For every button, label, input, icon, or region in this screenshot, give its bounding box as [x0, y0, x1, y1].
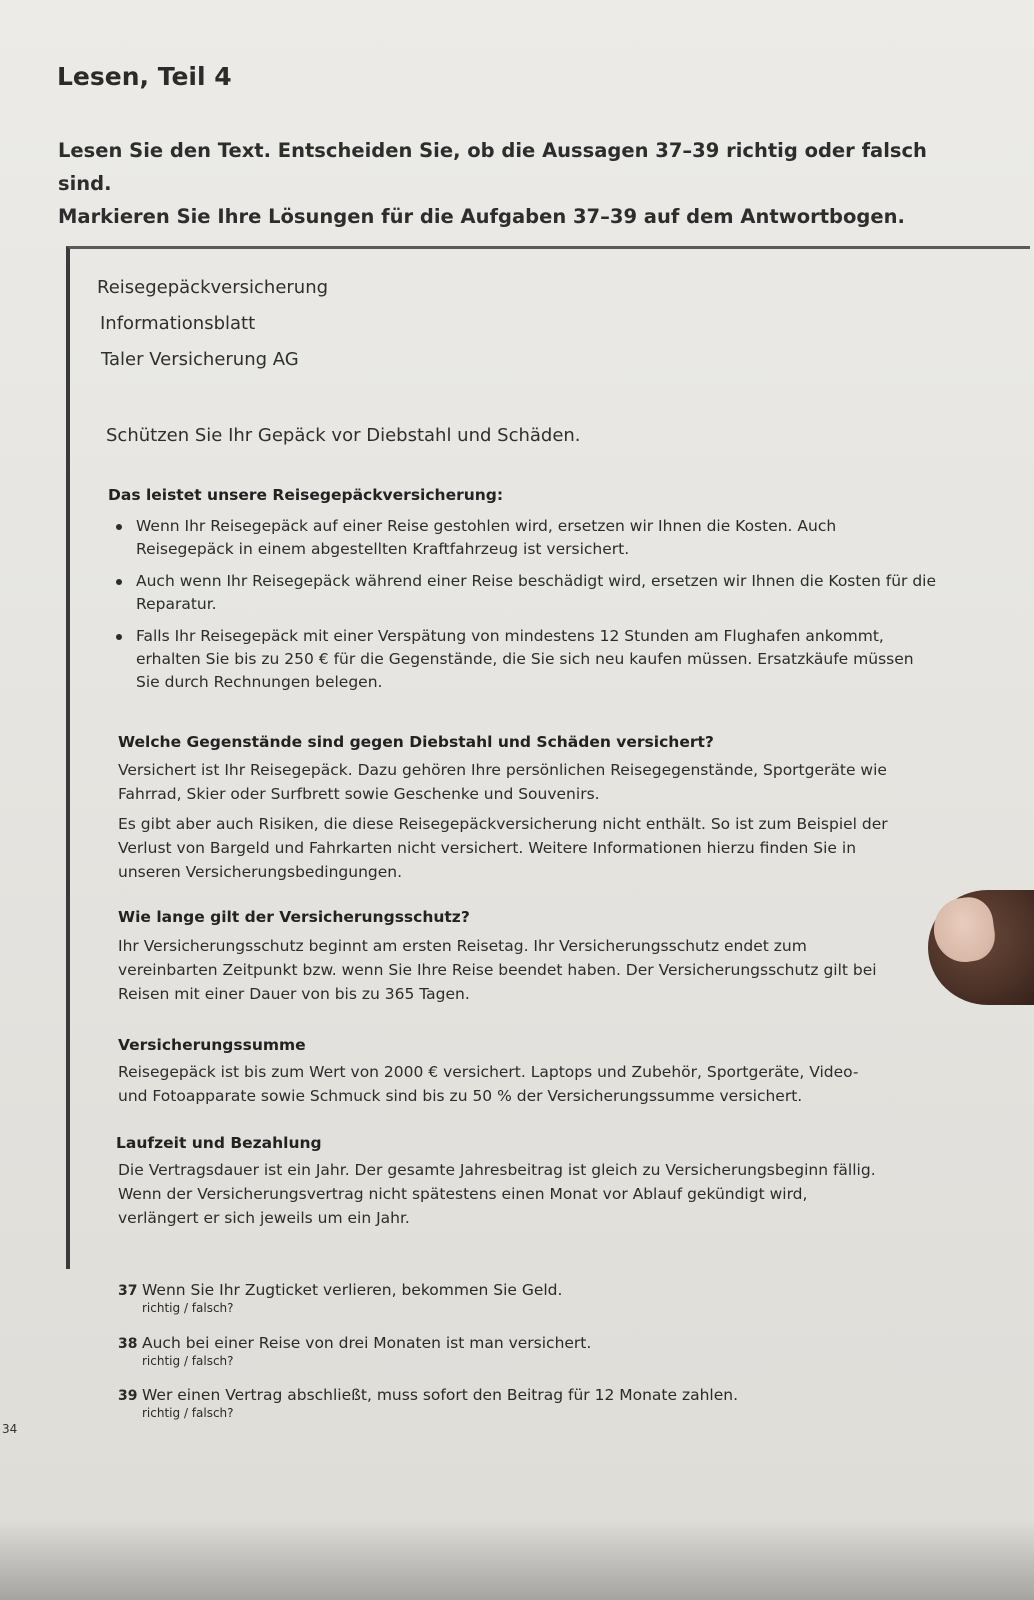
bottom-shadow: [0, 1520, 1034, 1600]
instruction-line: Lesen Sie den Text. Entscheiden Sie, ob die Aussagen 37–39 richtig oder falsch sind.: [58, 139, 927, 195]
duration-paragraph: Ihr Versicherungsschutz beginnt am ersten Reisetag. Ihr Versicherungsschutz endet zum vereinbarten Zeitpunkt bzw. wenn Sie Ihre Reise beendet haben. Der Versicherungsschutz gilt bei Reisen mit einer Dauer von bis zu 365 Tagen.: [118, 937, 877, 1003]
list-item: Auch wenn Ihr Reisegepäck während einer Reise beschädigt wird, ersetzen wir Ihnen die Kosten für die Reparatur.: [116, 570, 936, 616]
bullet-icon: [116, 524, 122, 530]
items-heading: Welche Gegenstände sind gegen Diebstahl und Schäden versichert?: [118, 733, 714, 751]
instruction-line: Markieren Sie Ihre Lösungen für die Aufgaben 37–39 auf dem Antwortbogen.: [58, 205, 905, 228]
list-item: Falls Ihr Reisegepäck mit einer Verspätung von mindestens 12 Stunden am Flughafen ankommt, erhalten Sie bis zu 250 € für die Gegenstände, die Sie sich neu kaufen müssen. Ersatzkäufe müssen Sie durch Rechnungen belegen.: [116, 625, 936, 694]
items-paragraph-2: Es gibt aber auch Risiken, die diese Reisegepäckversicherung nicht enthält. So ist zum Beispiel der Verlust von Bargeld und Fahrkarten nicht versichert. Weitere Informationen hierzu finden Sie in unseren Versicherungsbedingungen.: [118, 815, 888, 881]
instructions: [58, 134, 958, 233]
sum-paragraph: Reisegepäck ist bis zum Wert von 2000 € versichert. Laptops und Zubehör, Sportgeräte, Video- und Fotoapparate sowie Schmuck sind bis zu 50 % der Versicherungssumme versichert.: [118, 1063, 859, 1105]
doc-title: Reisegepäckversicherung: [97, 277, 329, 298]
sum-heading: Versicherungssumme: [118, 1036, 306, 1054]
items-paragraph-1: Versichert ist Ihr Reisegepäck. Dazu gehören Ihre persönlichen Reisegegenstände, Sportgeräte wie Fahrrad, Skier oder Surfbrett sowie Geschenke und Souvenirs.: [118, 761, 887, 803]
task-number: 37: [118, 1283, 138, 1299]
task-statement: Wenn Sie Ihr Zugticket verlieren, bekommen Sie Geld.: [142, 1281, 563, 1299]
task-options[interactable]: richtig / falsch?: [142, 1406, 234, 1420]
section-title: Lesen, Teil 4: [57, 62, 232, 91]
task-39: [118, 1385, 918, 1420]
benefits-heading: Das leistet unsere Reisegepäckversicherung:: [108, 486, 504, 504]
task-statement: Auch bei einer Reise von drei Monaten ist man versichert.: [142, 1334, 592, 1352]
term-paragraph: Die Vertragsdauer ist ein Jahr. Der gesamte Jahresbeitrag ist gleich zu Versicherungsbeginn fällig. Wenn der Versicherungsvertrag nicht spätestens einen Monat vor Ablauf gekündigt wird, verlängert er sich jeweils um ein Jahr.: [118, 1161, 876, 1227]
task-number: 38: [118, 1336, 138, 1352]
doc-company: Taler Versicherung AG: [101, 349, 299, 370]
task-options[interactable]: richtig / falsch?: [142, 1354, 234, 1368]
list-item: Wenn Ihr Reisegepäck auf einer Reise gestohlen wird, ersetzen wir Ihnen die Kosten. Auch Reisegepäck in einem abgestellten Kraftfahrzeug ist versichert.: [116, 515, 936, 561]
benefits-list: [116, 515, 936, 703]
duration-heading: Wie lange gilt der Versicherungsschutz?: [118, 908, 470, 926]
task-statement: Wer einen Vertrag abschließt, muss sofort den Beitrag für 12 Monate zahlen.: [142, 1386, 739, 1404]
bullet-icon: [116, 634, 122, 640]
page-number: 34: [2, 1422, 18, 1436]
task-number: 39: [118, 1388, 138, 1404]
doc-tagline: Schützen Sie Ihr Gepäck vor Diebstahl und Schäden.: [106, 425, 581, 446]
term-heading: Laufzeit und Bezahlung: [116, 1134, 322, 1152]
task-38: [118, 1333, 918, 1368]
doc-subtitle: Informationsblatt: [100, 313, 256, 334]
bullet-icon: [116, 579, 122, 585]
task-options[interactable]: richtig / falsch?: [142, 1301, 234, 1315]
task-37: [118, 1280, 918, 1315]
